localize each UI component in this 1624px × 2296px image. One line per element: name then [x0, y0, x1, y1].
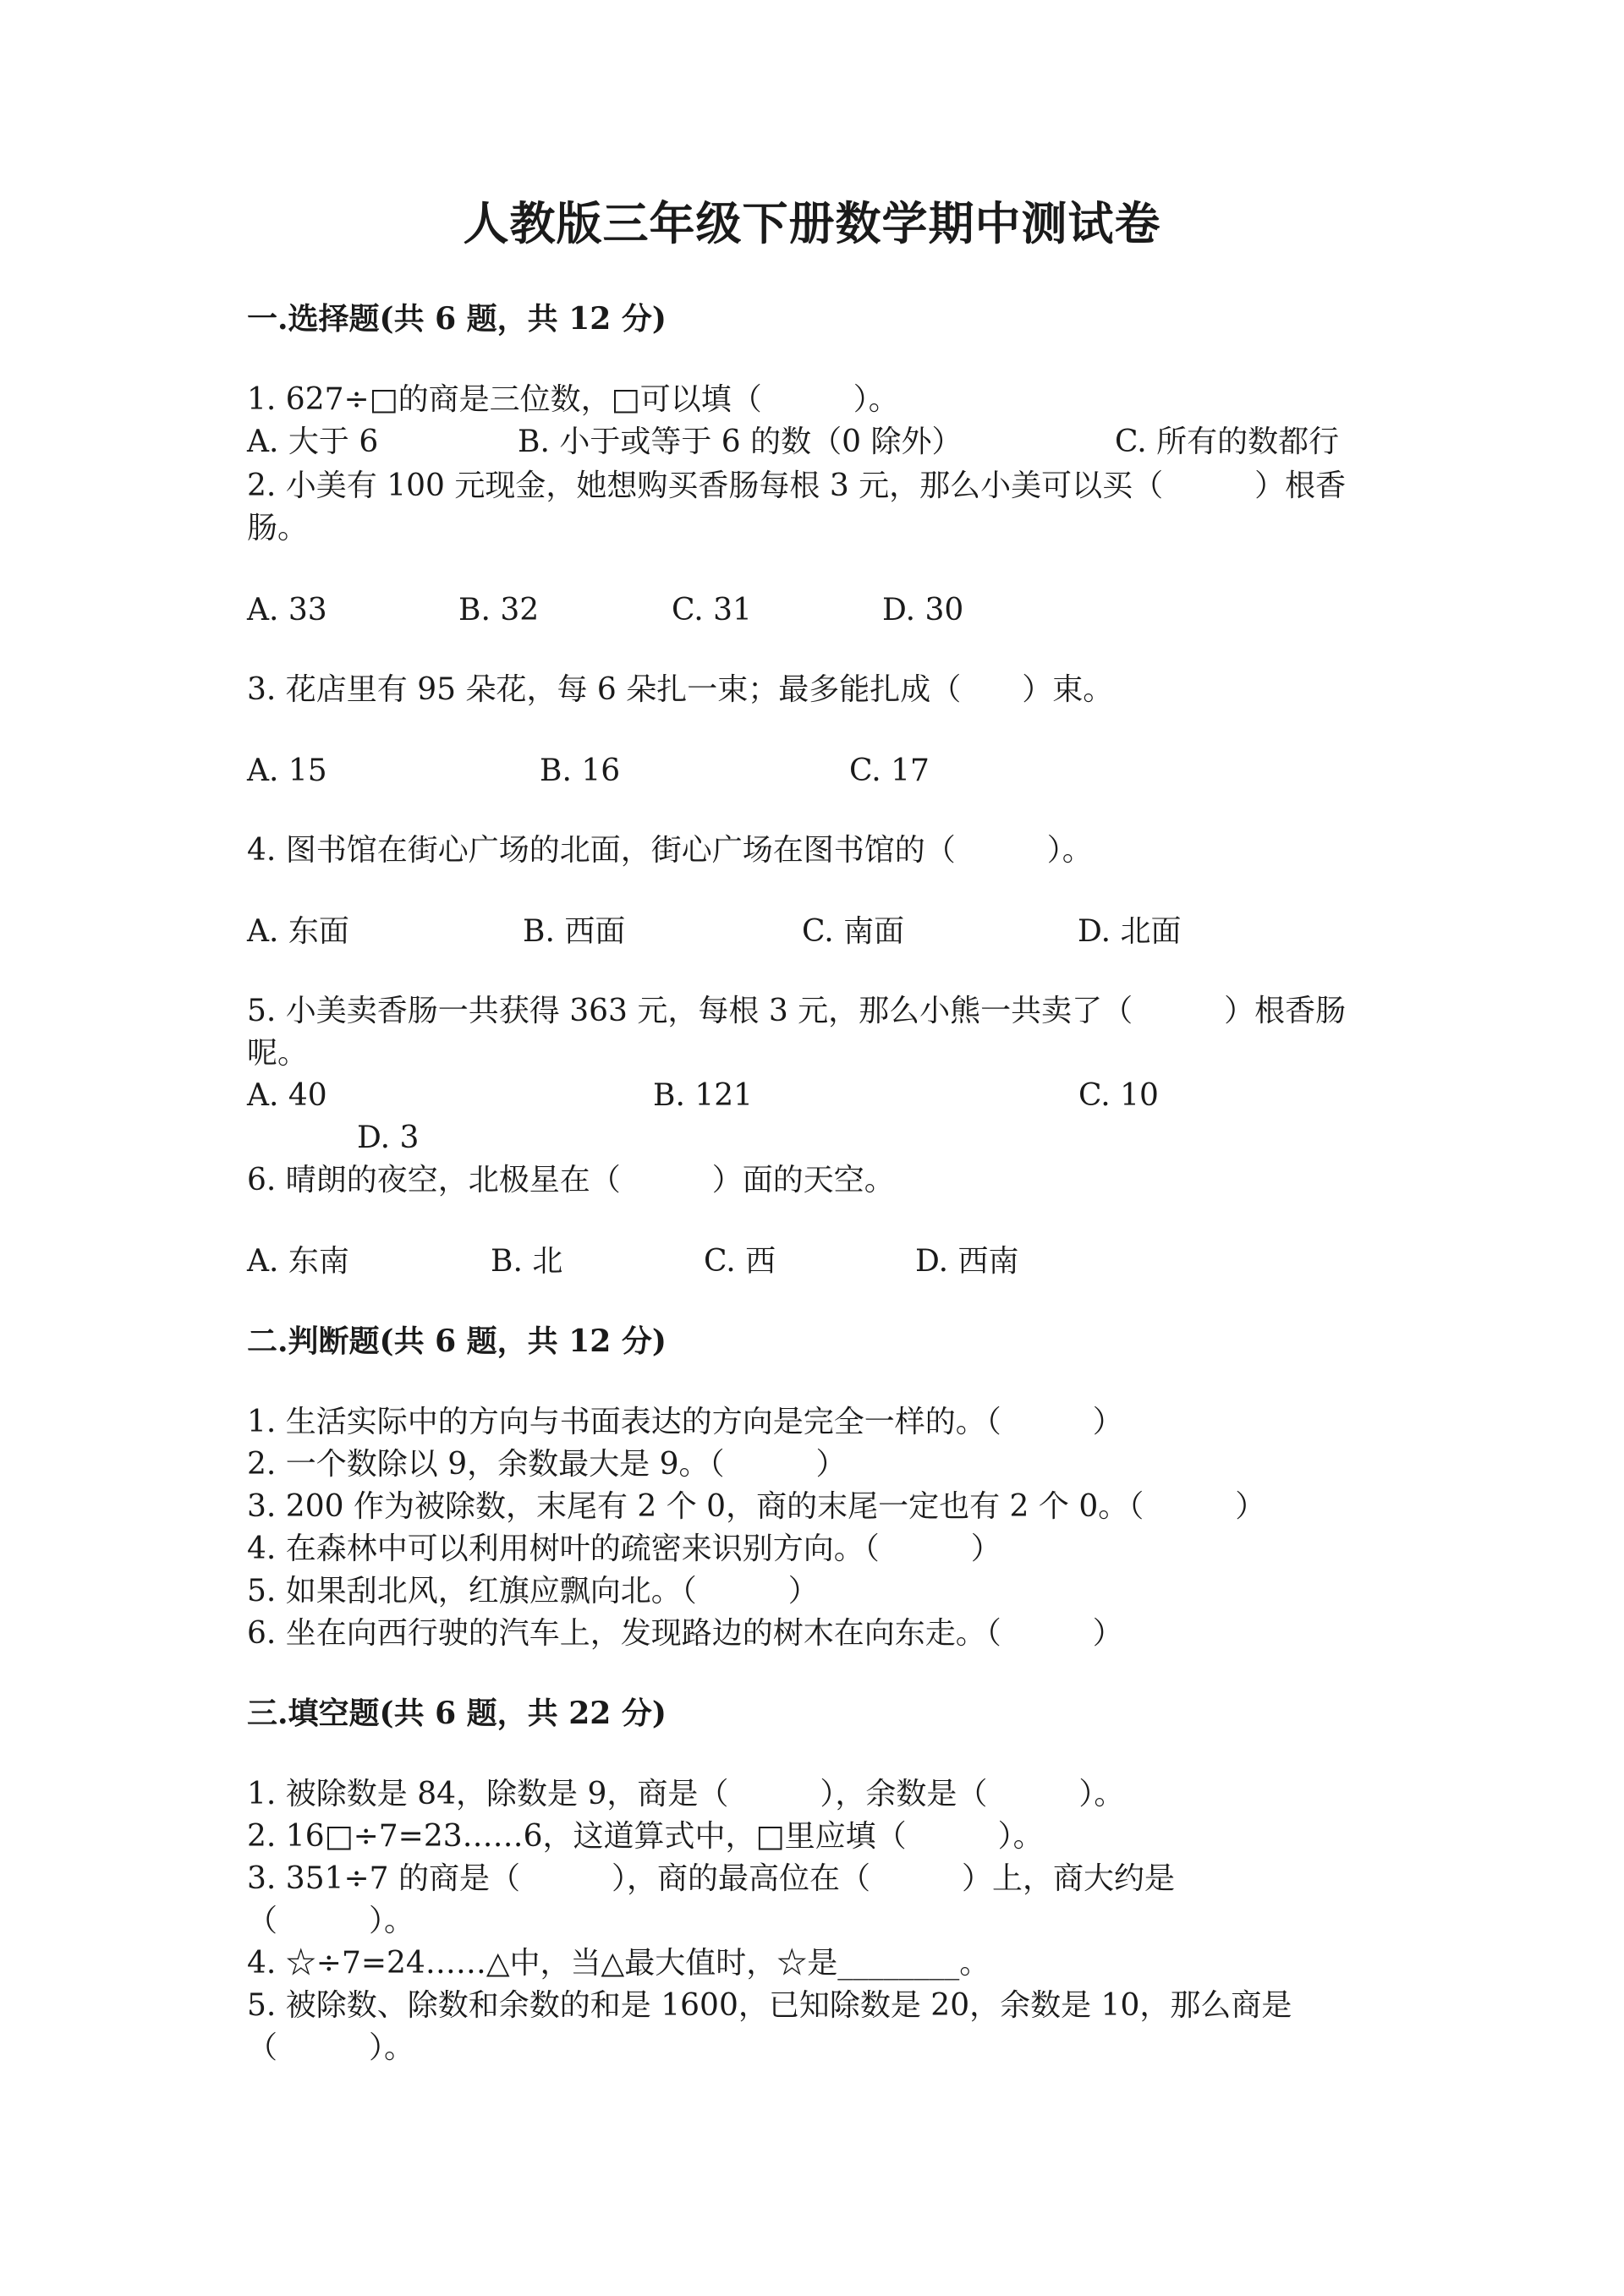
question-stem: 2. 小美有 100 元现金，她想购买香肠每根 3 元，那么小美可以买（ ）根香	[247, 469, 1347, 503]
option-a: A. 大于 6	[247, 425, 379, 459]
option-b: B. 16	[540, 753, 621, 788]
question-stem: 3. 花店里有 95 朵花，每 6 朵扎一束；最多能扎成（ ）束。	[247, 672, 1114, 707]
list-item: 4. ☆÷7=24……△中，当△最大值时，☆是________。	[247, 1946, 990, 1981]
option-d: D. 30	[882, 593, 964, 627]
list-item: 5. 如果刮北风，红旗应飘向北。（ ）	[247, 1574, 819, 1608]
question-stem: 5. 小美卖香肠一共获得 363 元，每根 3 元，那么小熊一共卖了（ ）根香肠	[247, 994, 1347, 1028]
option-a: A. 15	[247, 753, 327, 788]
list-item: 2. 16□÷7=23……6，这道算式中，□里应填（ ）。	[247, 1819, 1044, 1854]
option-b: B. 121	[653, 1078, 754, 1113]
list-item: 1. 被除数是 84，除数是 9，商是（ ），余数是（ ）。	[247, 1777, 1125, 1811]
option-b: B. 32	[458, 593, 540, 627]
question-stem: 1. 627÷□的商是三位数，□可以填（ ）。	[247, 382, 899, 417]
section-heading-multiple-choice: 一.选择题(共 6 题，共 12 分)	[247, 301, 667, 337]
option-b: B. 西面	[523, 914, 626, 949]
question-stem: 4. 图书馆在街心广场的北面，街心广场在图书馆的（ ）。	[247, 833, 1093, 868]
option-d: D. 西南	[915, 1244, 1019, 1279]
list-item: 1. 生活实际中的方向与书面表达的方向是完全一样的。（ ）	[247, 1405, 1123, 1439]
option-a: A. 40	[247, 1078, 327, 1113]
list-item: 2. 一个数除以 9，余数最大是 9。（ ）	[247, 1447, 847, 1482]
option-a: A. 东面	[247, 914, 349, 949]
option-c: C. 10	[1078, 1078, 1159, 1113]
option-b: B. 小于或等于 6 的数（0 除外）	[518, 425, 963, 459]
list-item: 4. 在森林中可以利用树叶的疏密来识别方向。（ ）	[247, 1532, 1001, 1566]
question-stem-continued: 肠。	[247, 511, 309, 545]
option-d: D. 北面	[1078, 914, 1182, 949]
option-a: A. 东南	[247, 1244, 349, 1279]
option-c: C. 西	[704, 1244, 776, 1279]
list-item-continued: （ ）。	[247, 1904, 415, 1938]
question-stem: 6. 晴朗的夜空，北极星在（ ）面的天空。	[247, 1163, 895, 1197]
option-c: C. 南面	[802, 914, 905, 949]
section-heading-fill-in: 三.填空题(共 6 题，共 22 分)	[247, 1696, 667, 1731]
list-item: 3. 200 作为被除数，末尾有 2 个 0，商的末尾一定也有 2 个 0。（ ）	[247, 1489, 1266, 1524]
option-c: C. 所有的数都行	[1115, 425, 1340, 459]
option-c: C. 17	[849, 753, 930, 788]
option-d: D. 3	[357, 1121, 420, 1155]
option-a: A. 33	[247, 593, 327, 627]
list-item-continued: （ ）。	[247, 2030, 415, 2065]
page-title: 人教版三年级下册数学期中测试卷	[463, 196, 1161, 250]
option-c: C. 31	[672, 593, 752, 627]
option-b: B. 北	[491, 1244, 563, 1279]
list-item: 6. 坐在向西行驶的汽车上，发现路边的树木在向东走。（ ）	[247, 1616, 1123, 1651]
list-item: 5. 被除数、除数和余数的和是 1600，已知除数是 20，余数是 10，那么商是	[247, 1988, 1292, 2023]
question-stem-continued: 呢。	[247, 1036, 309, 1071]
list-item: 3. 351÷7 的商是（ ），商的最高位在（ ）上，商大约是	[247, 1861, 1176, 1896]
section-heading-true-false: 二.判断题(共 6 题，共 12 分)	[247, 1323, 667, 1359]
